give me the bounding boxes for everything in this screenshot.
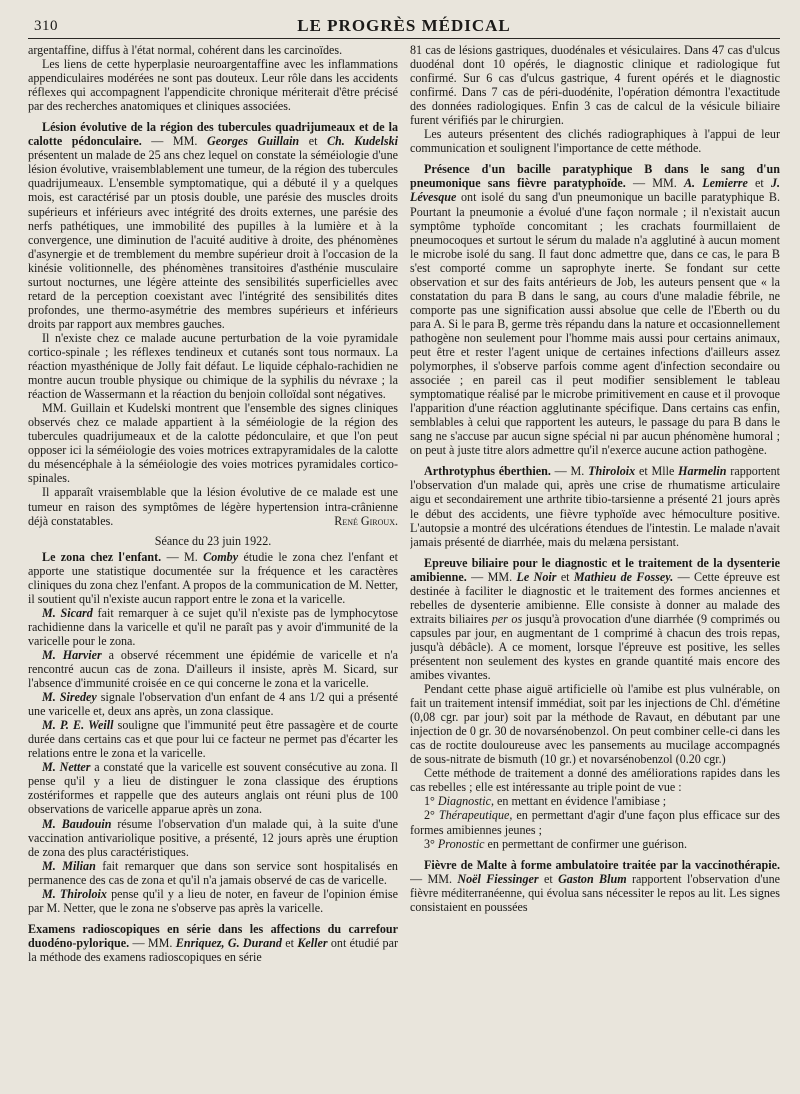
text: , en permettant d'agir d'une façon plus efficace sur des formes amibiennes jeunes ;	[410, 808, 780, 837]
text: 2°	[424, 808, 439, 823]
text: fait remarquer que dans son service sont hospitalisés en permanence des cas de zona et qu'il n'a jamais observé de cas de varicelle.	[28, 858, 398, 887]
paragraph: Il n'existe chez ce malade aucune perturbation de la voie pyramidale cortico-spinale ; les réflexes tendineux et cutanés sont tous normaux. La réaction myasthénique de Jolly fait défaut. Le liquide céphalo-rachidien ne montre aucun trouble physique ou chimique de la syphilis du névraxe ; la réaction de Wassermann et la réaction du benjoin colloïdal sont négatives.	[28, 330, 398, 402]
header-rule	[28, 38, 780, 39]
text: — MM.	[129, 935, 176, 950]
paragraph	[28, 760, 398, 816]
text: en permettant de confirmer une guérison.	[484, 836, 688, 851]
page-number: 310	[34, 18, 58, 34]
author-name: Enriquez, G. Durand	[175, 935, 282, 950]
text: ont isolé du sang d'un pneumonique un bacille paratyphique B. Pourtant la pneumonie a évolué d'une façon normale ; il n'existait aucun symptôme typhoïde concomitant ; les crachats fourmillaient de pneumocoques et surtout le sérum du malade n'a agglutiné à aucun moment le microbe isolé du sang. Il faut donc admettre que, dans ce cas, le para B s'est comporté comme un saprophyte inerte. Se fondant sur cette observation et sur des faits antérieurs de Job, les auteurs pensent que « la constatation du para B dans le sang, au cours d'une maladie fébrile, ne comporte pas une signification aussi absolue que celle de l'Eberth ou du para A. Si le para B, germe très répandu dans la nature et occasionnellement pathogène non seulement pour l'homme mais aussi pour certains animaux, peut être et rester l'agent unique de certaines infections d'ailleurs assez polymorphes, il s'observe parfois comme agent d'infection secondaire ou associée ; en pareil cas il peut modifier sensiblement le tableau symptomatique réalisé par le microbe primitivement en cause et il provoque l'apparition d'une réaction agglutinante spécifique. Dans certains cas enfin, semblables à celui que rapportent les auteurs, le passage du para B dans le sang ne s'accuse par aucun signe spécial ni par aucun phénomène humoral ; on peut à juste titre alors admettre qu'il n'exerce aucune action pathogène.	[410, 190, 780, 458]
article-radioscopie	[28, 922, 398, 964]
text: — Cette épreuve est destinée à faciliter le diagnostic et le traitement des formes anciennes et rebelles de dysenterie amibienne. Elle consiste à donner au malade des extraits biliaires	[410, 569, 780, 626]
text: et	[556, 569, 574, 584]
paragraph	[28, 887, 398, 915]
author-name: M. Baudouin	[42, 816, 112, 831]
text: pense qu'il y a lieu de noter, en faveur de l'opinion émise par M. Netter, que le zona ne s'observe pas après la varicelle.	[28, 886, 398, 915]
author-name: M. Harvier	[42, 647, 102, 662]
paragraph: Les liens de cette hyperplasie neuroargentaffine avec les inflammations appendiculaires modérées ne sont pas douteux. Leur rôle dans les accidents réflexes qui accompagnent l'appendicite chronique mériterait d'être précisé par des recherches anatomiques et cliniques associées.	[28, 57, 398, 114]
author-name: Comby	[203, 549, 239, 564]
text: souligne que l'immunité peut être passagère et de courte durée dans certains cas et que pour lui ce facteur ne permet pas d'écarter les relations entre le zona et la varicelle.	[28, 718, 398, 761]
article-title: Epreuve biliaire pour le diagnostic et le traitement de la dysenterie amibienne.	[410, 555, 780, 584]
text: — M.	[550, 464, 589, 479]
list-item	[410, 808, 780, 836]
text: — M.	[161, 549, 204, 564]
signature: René Giroux.	[334, 513, 398, 528]
author-name: Le Noir	[516, 569, 557, 584]
left-column	[28, 43, 398, 1083]
paragraph: Pendant cette phase aiguë artificielle où l'amibe est plus vulnérable, on fait un traitement intensif immédiat, soit par les injections de Chl. d'émétine (0,08 cgr. par jour) soit par la méthode de Ravaut, en débutant par une injection de 0 gr. 30 de novarsénobenzol. On peut combiner celle-ci dans les cas de roctite douloureuse avec les pansements au mucilage accompagnés de sous-nitrate de bismuth (10 gr.) et novarsénobenzol (0.20 cgr.)	[410, 682, 780, 767]
article-zona	[28, 550, 398, 606]
author-name: Georges Guillain	[206, 134, 300, 149]
text: 1°	[424, 794, 438, 809]
article-title: Fièvre de Malte à forme ambulatoire traitée par la vaccinothérapie.	[424, 857, 780, 872]
author-name: Thiroloix	[588, 464, 636, 479]
paragraph: 81 cas de lésions gastriques, duodénales et vésiculaires. Dans 47 cas d'ulcus duodénal dont 10 opérés, le diagnostic clinique et radiologique fut confirmé. Sur 6 cas d'ulcus gastrique, 4 furent opérés et le diagnostic confirmé. Dans 7 cas de péri-duodénite, l'opération démontra l'exactitude des données radiologiques. Enfin 3 cas de calcul de la vésicule biliaire furent vérifiés par le chirurgien.	[410, 43, 780, 128]
text: présentent un malade de 25 ans chez lequel on constate la séméiologie d'une lésion évolutive, vraisemblablement une tumeur, de la région des tubercules quadrijumeaux. L'ensemble symptomatique, qui a débuté il y a quelques mois, est caractérisé par un ptosis double, une parésie des muscles droits supérieurs et inférieurs avec intégrité des droits externes, une parésie des nerfs pathétiques, une immobilité des pupilles à la lumière et à la convergence, une diminution de l'acuité auditive à droite, des phénomènes d'asynergie et de tremblement du membre supérieur droit à l'occasion de la kinésie volitionnelle, des phénomènes transitoires d'asthénie musculaire surtout nocturnes, une légère atteinte des sensibilités superficielles avec retard de la perception coexistant avec l'intégrité des sensibilités dites profondes, une thermo-asymétrie des membres supérieurs et inférieurs droits par rapport aux membres gauches.	[28, 148, 398, 331]
author-name: M. Siredey	[42, 690, 97, 705]
text: Diagnostic	[437, 794, 491, 809]
text: jusqu'à provocation d'une diarrhée (9 comprimés ou capsules par jour, en augmentant de 1 comprimé à chacun des trois repas, jusqu'à débâcle). A ce moment, lorsque l'épreuve est positive, les selles présentent non seulement des kystes en grande quantité mais encore des amibes vivantes.	[410, 611, 780, 683]
paragraph: Les auteurs présentent des clichés radiographiques à l'appui de leur communication et soulignent l'importance de cette méthode.	[410, 127, 780, 156]
text: et	[299, 134, 327, 149]
text: per os	[491, 611, 523, 626]
article-fievre-malte	[410, 858, 780, 914]
article-arthrotyphus	[410, 464, 780, 548]
text: ont étudié par la méthode des examens radioscopiques en série	[28, 935, 398, 964]
running-title: LE PROGRÈS MÉDICAL	[297, 16, 511, 35]
paragraph	[28, 485, 398, 527]
two-column-body	[28, 43, 780, 1083]
text: — MM.	[625, 176, 684, 191]
text: étudie le zona chez l'enfant et apporte une statistique documentée sur la fréquence et les caractères cliniques du zona chez l'enfant. A propos de la communication de M. Netter, il soutient qu'il n'existe aucun rapport entre le zona et la varicelle.	[28, 549, 398, 606]
article-title: Le zona chez l'enfant.	[42, 549, 162, 564]
text: rapportent l'observation d'une fièvre méditerranéenne, qui évolua sans nécessiter le repos au lit. Les signes consistaient en poussées	[410, 871, 780, 914]
text: Thérapeutique	[438, 808, 510, 823]
article-title: Examens radioscopiques en série dans les affections du carrefour duodéno-pylorique.	[28, 921, 398, 950]
text: Pronostic	[437, 836, 485, 851]
author-name: A. Lemierre	[683, 176, 748, 191]
text: — MM.	[141, 134, 207, 149]
article-guillain-kudelski	[28, 120, 398, 331]
paragraph	[28, 648, 398, 690]
text: et	[538, 871, 559, 886]
author-name: J. Lévesque	[410, 176, 780, 205]
author-name: Harmelin	[678, 464, 727, 479]
paragraph	[28, 718, 398, 760]
text: résume l'observation d'un malade qui, à la suite d'une vaccination antivariolique positive, a présenté, 12 jours après une éruption de zona des plus caractéristiques.	[28, 816, 398, 859]
text: , en mettant en évidence l'amibiase ;	[491, 794, 667, 809]
article-title: Présence d'un bacille paratyphique B dans le sang d'un pneumonique sans fièvre paratyphoïde.	[410, 162, 780, 191]
author-name: Mathieu de Fossey.	[573, 569, 674, 584]
text: signale l'observation d'un enfant de 4 ans 1/2 qui a présenté une varicelle et, deux ans après, un zona classique.	[28, 690, 398, 719]
text: Il apparaît vraisemblable que la lésion évolutive de ce malade est une tumeur en raison des symptômes de légère hypertension intra-crânienne déjà constatables.	[28, 485, 398, 528]
text: et	[747, 176, 771, 191]
text: a observé récemment une épidémie de varicelle et n'a rencontré aucun cas de zona. D'ailleurs il insiste, après M. Sicard, sur l'absence d'immunité croisée en ce qui concerne le zona et la varicelle.	[28, 647, 398, 691]
paragraph: MM. Guillain et Kudelski montrent que l'ensemble des signes cliniques observés chez ce malade appartient à la séméiologie de la région des tubercules quadrijumeaux et de la calotte pédonculaire, et que l'on peut opposer ici la séméiologie des voies motrices extrapyramidales de la calotte du mésencéphale à la séméiologie des voies motrices pyramidales cortico-spinales.	[28, 401, 398, 486]
list-item	[410, 794, 780, 808]
text: — MM.	[466, 569, 517, 584]
text: et Mlle	[635, 464, 679, 479]
text: rapportent l'observation d'un malade qui, après une crise de rhumatisme articulaire aigu et secondairement une arthrite tibio-tarsienne a présenté 21 jours après le début des accidents, une fièvre typhoïde avec hémoculture positive. L'autopsie a montré des ulcérations étendues de l'intestin. Le malade n'avait jamais présenté de diarrhée, mais du melæna persistant.	[410, 464, 780, 549]
author-name: Ch. Kudelski	[326, 134, 398, 149]
paragraph	[28, 690, 398, 718]
article-paratyphique	[410, 162, 780, 457]
paragraph	[28, 859, 398, 887]
author-name: Keller	[297, 935, 328, 950]
article-title: Arthrotyphus éberthien.	[424, 464, 551, 479]
paragraph	[28, 606, 398, 648]
list-item	[410, 837, 780, 851]
author-name: M. Milian	[42, 858, 96, 873]
page-header	[28, 14, 780, 36]
paragraph: Cette méthode de traitement a donné des améliorations rapides dans les cas rebelles ; elle est intéressante au triple point de vue :	[410, 766, 780, 795]
author-name: Gaston Blum	[558, 871, 627, 886]
text: fait remarquer à ce sujet qu'il n'existe pas de lymphocytose rachidienne dans la varicelle et qu'il ne paraît pas y avoir d'immunité de la varicelle pour le zona.	[28, 605, 398, 648]
article-title: Lésion évolutive de la région des tubercules quadrijumeaux et de la calotte pédonculaire.	[28, 120, 398, 149]
text: 3°	[424, 836, 438, 851]
text: — MM.	[410, 871, 458, 886]
author-name: M. Thiroloix	[42, 886, 107, 901]
session-date: Séance du 23 juin 1922.	[154, 533, 272, 548]
right-column	[410, 43, 780, 1083]
author-name: M. Netter	[42, 760, 91, 775]
text: et	[281, 935, 298, 950]
paragraph: argentaffine, diffus à l'état normal, cohérent dans les carcinoïdes.	[28, 43, 343, 57]
paragraph	[28, 817, 398, 859]
author-name: Noël Fiessinger	[457, 871, 539, 886]
author-name: M. P. E. Weill	[42, 718, 114, 733]
text: a constaté que la varicelle est souvent consécutive au zona. Il pense qu'il y a lieu de distinguer le zona classique des éruptions zostériformes et rappelle que des auteurs anglais ont réuni plus de 100 observations de varicelle apparue après un zona.	[28, 760, 398, 817]
author-name: M. Sicard	[42, 605, 93, 620]
article-epreuve-biliaire	[410, 556, 780, 682]
